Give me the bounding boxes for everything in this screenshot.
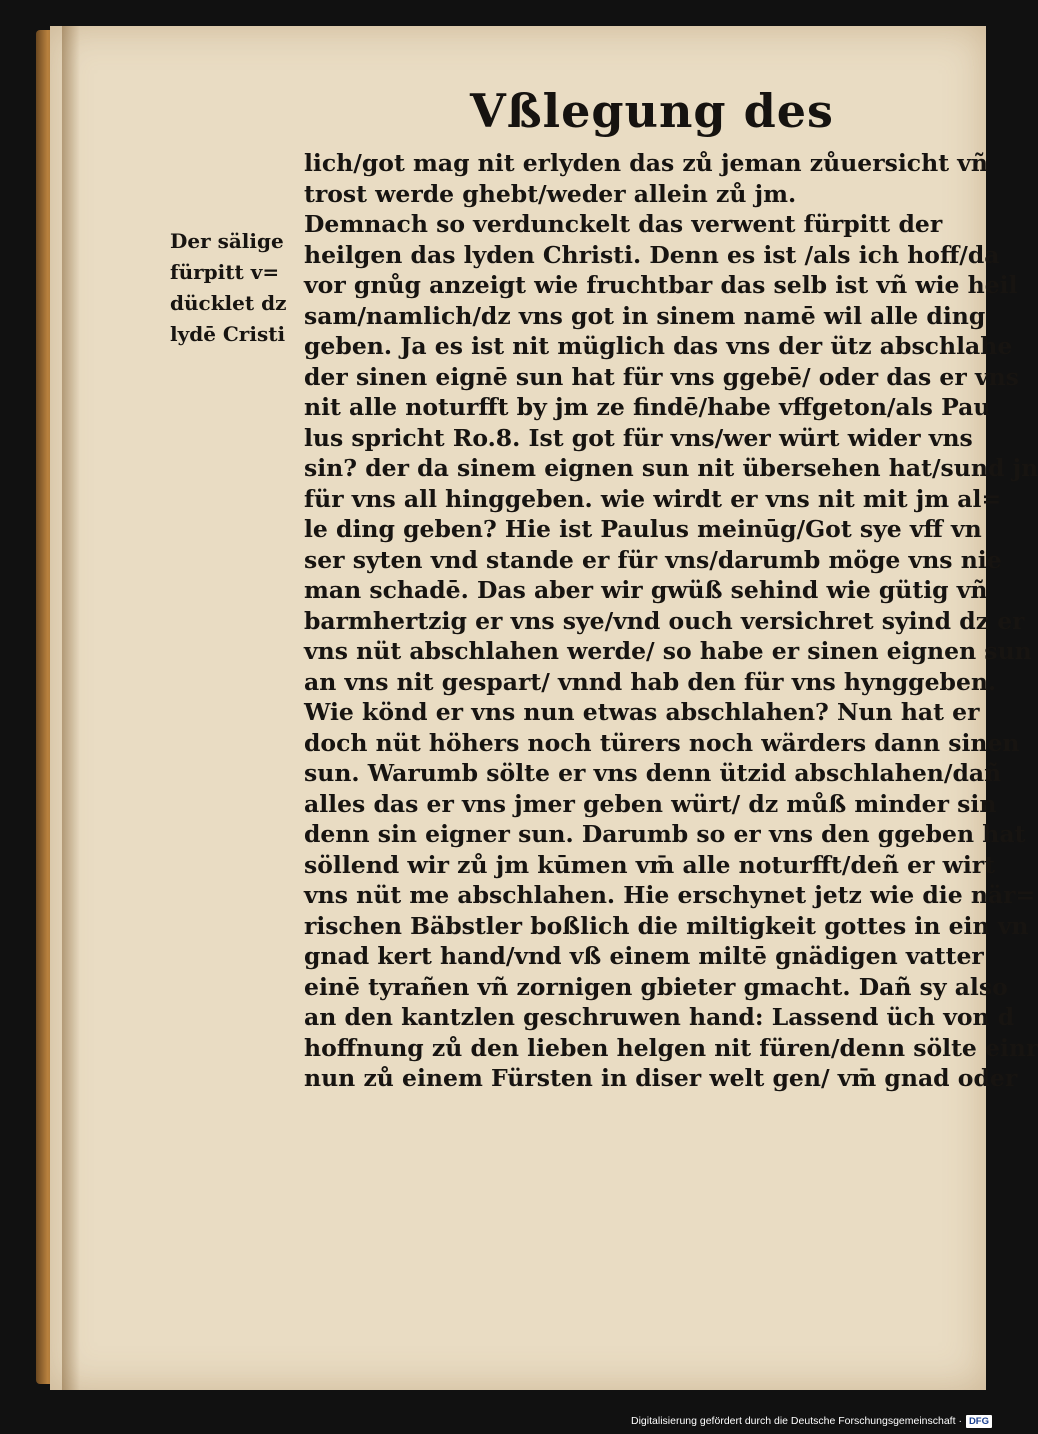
text-line: an den kantzlen geschruwen hand: Lassend üch von d [304,1003,1015,1031]
text-line: heilgen das lyden Christi. Denn es ist /als ich hoff/da [304,240,1000,269]
dfg-logo: DFG [966,1415,992,1428]
text-line: nit alle noturfft by jm ze findē/habe vffgeton/als Pau [304,393,991,421]
text-line: le ding geben? Hie ist Paulus meinūg/Got sye vff vn [304,515,982,543]
text-line: trost werde ghebt/weder allein zů jm. [304,179,797,208]
text-line: Wie könd er vns nun etwas abschlahen? Nun hat er [304,698,980,726]
text-line: söllend wir zů jm kūmen vm̄ alle noturfft/deñ er wirt [304,850,996,879]
text-line: lus spricht Ro.8. Ist got für vns/wer würt wider vns [304,423,973,452]
text-line: alles das er vns jmer geben würt/ dz můß minder sin [304,789,997,818]
text-line: denn sin eigner sun. Darumb so er vns den ggeben hat [304,820,1026,848]
text-line: vor gnůg anzeigt wie fruchtbar das selb ist vñ wie heil [304,271,1018,299]
text-line: für vns all hinggeben. wie wirdt er vns nit mit jm al= [304,484,1002,513]
text-line: nun zů einem Fürsten in diser welt gen/ vm̄ gnad oder [304,1064,1018,1092]
margin-note-line: Der sälige [170,229,284,253]
text-line: lich/got mag nit erlyden das zů jeman zůuersicht vñ [304,149,988,177]
margin-note [170,226,306,350]
running-title: Vßlegung des [470,84,834,138]
body-text [304,148,1038,1094]
margin-note-line: lydē Cristi [170,322,286,346]
text-line: hoffnung zů den lieben helgen nit füren/denn sölte einr [304,1033,1038,1062]
text-line: man schadē. Das aber wir gwüß sehind wie gütig vñ [304,576,988,604]
text-line: rischen Bäbstler boßlich die miltigkeit gottes in ein vn [304,911,1029,940]
text-line: barmhertzig er vns sye/vnd ouch versichret syind dz er [304,606,1025,635]
text-line: an vns nit gespart/ vnnd hab den für vns hynggeben. [304,667,997,696]
text-line: der sinen eignē sun hat für vns ggebē/ oder das er vns [304,362,1019,391]
text-line: doch nüt höhers noch türers noch wärders dann sinen [304,728,1020,757]
text-line: sun. Warumb sölte er vns denn ützid abschlahen/dañ [304,759,1002,787]
text-line: vns nüt me abschlahen. Hie erschynet jetz wie die när= [304,881,1036,909]
footer-credit [600,1412,992,1430]
footer-credit-text: Digitalisierung gefördert durch die Deutsche Forschungsgemeinschaft · [631,1415,962,1427]
text-line: sam/namlich/dz vns got in sinem namē wil alle ding [304,301,986,330]
text-line: geben. Ja es ist nit müglich das vns der ütz abschlahe [304,332,1013,360]
text-line: vns nüt abschlahen werde/ so habe er sinen eignen sun [304,637,1032,665]
text-line: ser syten vnd stande er für vns/darumb möge vns nie [304,545,1002,574]
page-gutter-shadow [62,26,80,1390]
margin-note-line: dücklet dz [170,291,287,315]
margin-note-line: fürpitt v= [170,260,280,284]
text-line: gnad kert hand/vnd vß einem miltē gnädigen vatter [304,942,984,970]
text-line: einē tyrañen vñ zornigen gbieter gmacht. Dañ sy also [304,972,1008,1001]
text-line: Demnach so verdunckelt das verwent fürpitt der [304,210,943,238]
text-line: sin? der da sinem eignen sun nit übersehen hat/sund jn [304,454,1038,482]
